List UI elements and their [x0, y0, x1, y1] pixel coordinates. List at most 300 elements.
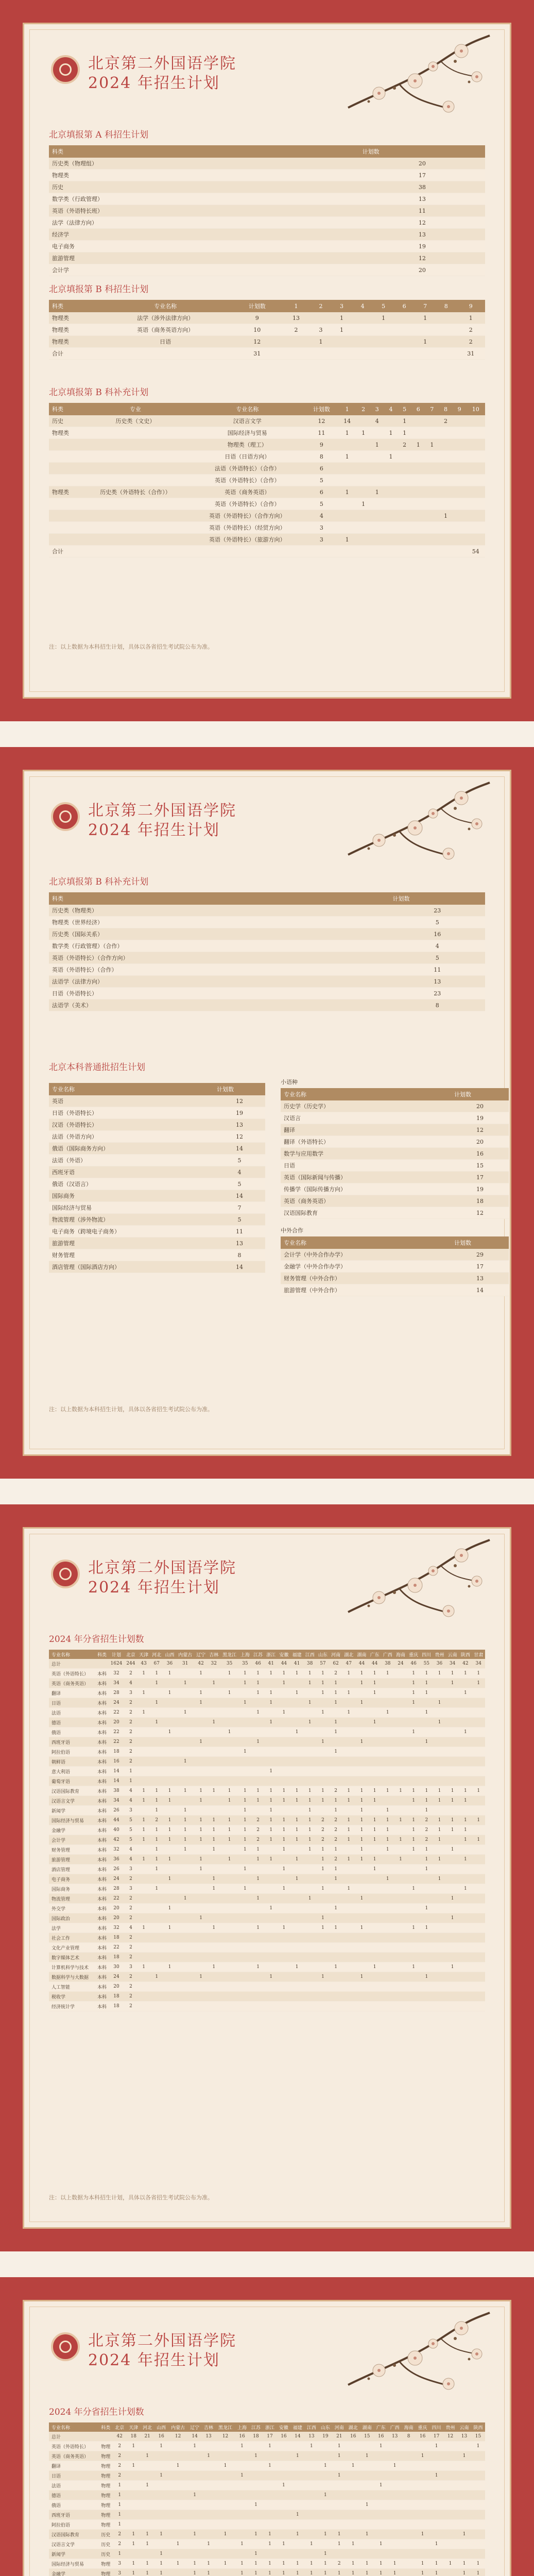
- table-cell: [439, 534, 453, 546]
- table-cell: [433, 1727, 446, 1737]
- table-cell: [163, 1845, 176, 1855]
- table-cell: [368, 1747, 381, 1757]
- table-cell: 英语（商务英语）: [190, 486, 305, 498]
- table-cell: [263, 2549, 277, 2559]
- table-cell: 1: [235, 2539, 249, 2549]
- table-cell: 1: [290, 1874, 303, 1884]
- table-cell: [472, 1767, 485, 1776]
- table-cell: [238, 1718, 251, 1727]
- table-cell: 1: [394, 1786, 407, 1796]
- table-cell: 1: [163, 1962, 176, 1972]
- table-cell: 1: [113, 2510, 127, 2520]
- table-row: [49, 241, 485, 252]
- table-cell: [352, 336, 373, 348]
- table-cell: [332, 2461, 346, 2471]
- table-cell: [278, 1933, 290, 1943]
- table-cell: [127, 2549, 141, 2559]
- table-cell: [433, 1767, 446, 1776]
- table-cell: [420, 1874, 433, 1884]
- table-cell: 1: [342, 1688, 355, 1698]
- table-cell: [208, 1776, 220, 1786]
- table-cell: 24: [109, 1972, 125, 1982]
- table-cell: 1: [251, 1796, 264, 1806]
- table-cell: 5: [390, 917, 485, 928]
- table-cell: [176, 1855, 194, 1865]
- table-cell: 13: [388, 2432, 402, 2442]
- table-cell: [443, 2490, 457, 2500]
- table-cell: [446, 1747, 459, 1757]
- table-cell: 1: [446, 1796, 459, 1806]
- table-cell: [303, 1767, 316, 1776]
- table-cell: 经济学: [49, 229, 359, 241]
- table-cell: 日语（外语特长）: [49, 1107, 214, 1119]
- table-cell: [407, 1982, 420, 1992]
- table-cell: [265, 1962, 278, 1972]
- table-cell: [290, 2500, 304, 2510]
- plan-table-left: [49, 1083, 265, 1273]
- table-cell: 本科: [95, 1708, 108, 1718]
- table-cell: [420, 1757, 433, 1767]
- table-cell: [459, 1698, 472, 1708]
- column-header: 内蒙古: [176, 1650, 194, 1659]
- table-cell: 18: [451, 1195, 509, 1207]
- table-row: [49, 2569, 485, 2576]
- table-cell: [355, 1953, 368, 1962]
- table-cell: 1: [429, 2471, 443, 2481]
- column-header: 内蒙古: [168, 2422, 188, 2432]
- table-cell: 1: [137, 1708, 150, 1718]
- table-cell: [439, 486, 453, 498]
- table-cell: [216, 2569, 235, 2576]
- table-cell: 4: [124, 1796, 137, 1806]
- page-title: 北京第二外国语学院 2024 年招生计划: [88, 55, 236, 92]
- table-cell: [290, 1933, 303, 1943]
- table-cell: 本科: [95, 1688, 108, 1698]
- subsection-title: 小语种: [281, 1079, 298, 1086]
- table-cell: [459, 1874, 472, 1884]
- table-cell: [220, 1737, 238, 1747]
- table-cell: [208, 1767, 220, 1776]
- column-header: 天津: [137, 1650, 150, 1659]
- table-cell: [265, 1884, 278, 1894]
- table-cell: 1: [208, 1679, 220, 1688]
- table-cell: 本科: [95, 1923, 108, 1933]
- table-cell: [330, 1913, 342, 1923]
- table-cell: [195, 1884, 208, 1894]
- table-cell: 金融学（中外合作办学）: [281, 1261, 451, 1273]
- table-cell: [373, 348, 394, 360]
- table-cell: [425, 522, 439, 534]
- table-cell: 1: [238, 1806, 251, 1816]
- table-cell: 15: [471, 2432, 485, 2442]
- table-cell: 1: [420, 1737, 433, 1747]
- table-cell: 2: [330, 1855, 342, 1865]
- table-cell: [466, 439, 485, 451]
- table-row: [49, 510, 485, 522]
- table-cell: [168, 2442, 188, 2451]
- table-cell: [471, 2451, 485, 2461]
- table-cell: 14: [109, 1767, 125, 1776]
- table-cell: [370, 534, 384, 546]
- table-cell: 物理: [99, 2442, 113, 2451]
- table-cell: [316, 1718, 329, 1727]
- table-row: [49, 1962, 485, 1972]
- table-cell: 20: [359, 158, 485, 170]
- table-cell: [381, 1698, 394, 1708]
- table-cell: 1: [355, 1669, 368, 1679]
- table-cell: [446, 1855, 459, 1865]
- table-cell: [330, 1776, 342, 1786]
- table-cell: [163, 1933, 176, 1943]
- table-cell: 17: [451, 1172, 509, 1183]
- table-cell: 1: [381, 1845, 394, 1855]
- table-cell: [472, 2002, 485, 2011]
- table-cell: 1: [290, 2510, 304, 2520]
- table-cell: [420, 1698, 433, 1708]
- column-header: 3: [331, 300, 352, 312]
- table-cell: [446, 1992, 459, 2002]
- table-cell: [416, 2500, 429, 2510]
- table-cell: 1: [290, 1688, 303, 1698]
- table-cell: [415, 348, 436, 360]
- table-cell: 34: [472, 1659, 485, 1669]
- table-cell: 1: [374, 2539, 388, 2549]
- table-cell: [163, 1698, 176, 1708]
- table-row: [49, 1107, 265, 1119]
- plan-table-right-b: [281, 1236, 509, 1296]
- table-cell: [407, 1874, 420, 1884]
- table-cell: [235, 2549, 249, 2559]
- table-cell: 2: [113, 2442, 127, 2451]
- table-cell: 1: [370, 439, 384, 451]
- table-cell: [407, 1776, 420, 1786]
- table-cell: [425, 510, 439, 522]
- table-cell: 2: [124, 1708, 137, 1718]
- table-cell: [436, 336, 457, 348]
- table-cell: 财务管理: [49, 1845, 95, 1855]
- table-cell: 1: [316, 1786, 329, 1796]
- plum-branch-icon: [338, 2308, 492, 2395]
- table-cell: [407, 1894, 420, 1904]
- table-cell: [472, 1913, 485, 1923]
- table-cell: 1: [368, 1796, 381, 1806]
- table-cell: [304, 2510, 318, 2520]
- table-cell: [368, 1943, 381, 1953]
- table-cell: 1: [420, 1786, 433, 1796]
- table-cell: 电子商务（跨境电子商务）: [49, 1226, 214, 1238]
- table-cell: [446, 1953, 459, 1962]
- table-cell: [471, 2490, 485, 2500]
- table-cell: [265, 1737, 278, 1747]
- table-cell: [278, 1718, 290, 1727]
- column-header: 4: [384, 403, 398, 415]
- table-cell: 英语（商务英语）: [49, 2451, 99, 2461]
- table-cell: 1: [420, 1688, 433, 1698]
- table-cell: 电子商务: [49, 1874, 95, 1884]
- table-cell: 英语（外语特长）: [49, 2442, 99, 2451]
- table-cell: [263, 2510, 277, 2520]
- table-cell: [208, 1796, 220, 1806]
- table-cell: 本科: [95, 1982, 108, 1992]
- table-cell: [330, 1737, 342, 1747]
- table-cell: [304, 2520, 318, 2530]
- table-cell: 社会工作: [49, 1933, 95, 1943]
- table-cell: [459, 1806, 472, 1816]
- table-cell: 1: [263, 2530, 277, 2539]
- table-row: [281, 1172, 509, 1183]
- table-cell: 1: [277, 2569, 290, 2576]
- table-cell: 财务管理（中外合作）: [281, 1273, 451, 1284]
- table-cell: 1: [420, 1972, 433, 1982]
- table-cell: 23: [390, 905, 485, 917]
- table-cell: [472, 1845, 485, 1855]
- table-cell: 1: [407, 1727, 420, 1737]
- table-row: [49, 1845, 485, 1855]
- column-header: 上海: [238, 1650, 251, 1659]
- table-cell: 42: [459, 1659, 472, 1669]
- table-cell: [202, 2510, 216, 2520]
- table-cell: [420, 1992, 433, 2002]
- table-cell: 1: [154, 2530, 168, 2539]
- table-cell: [394, 1913, 407, 1923]
- table-cell: 1: [459, 1816, 472, 1825]
- table-cell: 1: [316, 1679, 329, 1688]
- table-cell: [303, 1737, 316, 1747]
- table-cell: [407, 1913, 420, 1923]
- table-cell: [304, 2461, 318, 2471]
- column-header: 山东: [318, 2422, 332, 2432]
- table-cell: 1: [360, 2559, 374, 2569]
- table-cell: [208, 1904, 220, 1913]
- table-cell: [238, 1943, 251, 1953]
- table-cell: 1: [263, 2569, 277, 2576]
- table-cell: [154, 2451, 168, 2461]
- table-cell: 2: [124, 1933, 137, 1943]
- table-cell: 4: [124, 1855, 137, 1865]
- section-title: 北京填报第 B 科补充计划: [49, 877, 149, 887]
- table-cell: [220, 1747, 238, 1757]
- table-cell: [407, 2002, 420, 2011]
- table-cell: 8: [305, 451, 338, 463]
- table-cell: [411, 427, 425, 439]
- table-cell: 1: [446, 1786, 459, 1796]
- table-cell: [330, 1972, 342, 1982]
- table-cell: [188, 2520, 202, 2530]
- table-cell: [388, 2520, 402, 2530]
- table-cell: [318, 2451, 332, 2461]
- table-cell: 1: [290, 2530, 304, 2539]
- table-cell: 物理: [99, 2569, 113, 2576]
- table-cell: [443, 2569, 457, 2576]
- table-cell: [127, 2510, 141, 2520]
- table-cell: [368, 1874, 381, 1884]
- table-cell: 2: [316, 1816, 329, 1825]
- table-cell: 1: [188, 2490, 202, 2500]
- table-row: [49, 451, 485, 463]
- table-cell: 5: [305, 474, 338, 486]
- table-cell: [443, 2549, 457, 2559]
- table-cell: 1: [290, 2569, 304, 2576]
- table-cell: 英语: [49, 1095, 214, 1107]
- table-cell: 1: [316, 1923, 329, 1933]
- column-header: 计划数: [359, 145, 485, 158]
- table-cell: [472, 1874, 485, 1884]
- table-cell: [446, 1776, 459, 1786]
- table-cell: 历史类（物理组）: [49, 158, 359, 170]
- column-header: 1: [338, 403, 356, 415]
- table-cell: 2: [124, 1718, 137, 1727]
- table-cell: [381, 1688, 394, 1698]
- table-cell: 4: [305, 510, 338, 522]
- table-cell: [238, 1913, 251, 1923]
- column-header: 辽宁: [188, 2422, 202, 2432]
- table-cell: 11: [359, 205, 485, 217]
- table-cell: 1: [459, 1884, 472, 1894]
- table-cell: 1: [220, 1727, 238, 1737]
- table-cell: [459, 1894, 472, 1904]
- table-cell: 1: [355, 1923, 368, 1933]
- table-cell: [368, 2002, 381, 2011]
- table-cell: 1: [360, 2500, 374, 2510]
- table-cell: [290, 2539, 304, 2549]
- table-cell: 62: [330, 1659, 342, 1669]
- table-cell: 1: [249, 2569, 263, 2576]
- table-cell: [472, 1894, 485, 1904]
- table-cell: [176, 1698, 194, 1708]
- table-cell: [303, 1962, 316, 1972]
- table-cell: 1: [163, 1796, 176, 1806]
- table-cell: 1: [188, 2569, 202, 2576]
- table-cell: 1: [113, 2490, 127, 2500]
- table-cell: [154, 2481, 168, 2490]
- table-cell: [168, 2481, 188, 2490]
- table-cell: [141, 2490, 154, 2500]
- table-cell: 1: [429, 2442, 443, 2451]
- table-cell: [384, 463, 398, 474]
- table-row: [49, 1982, 485, 1992]
- table-cell: [265, 1894, 278, 1904]
- column-header: 4: [352, 300, 373, 312]
- table-cell: 1: [398, 415, 411, 427]
- table-cell: 1: [251, 1737, 264, 1747]
- table-cell: [282, 348, 310, 360]
- table-cell: [95, 1659, 108, 1669]
- table-cell: [374, 2490, 388, 2500]
- table-cell: 1: [355, 1737, 368, 1747]
- table-cell: [216, 2500, 235, 2510]
- table-cell: 16: [235, 2432, 249, 2442]
- table-cell: [466, 474, 485, 486]
- table-cell: 1: [472, 1786, 485, 1796]
- table-cell: [355, 1874, 368, 1884]
- table-cell: 16: [346, 2432, 360, 2442]
- column-header: 计划数: [214, 1083, 265, 1095]
- table-cell: 2: [330, 1816, 342, 1825]
- table-cell: 54: [466, 546, 485, 557]
- table-cell: [433, 1884, 446, 1894]
- table-cell: [277, 2490, 290, 2500]
- table-cell: [342, 1845, 355, 1855]
- table-cell: 物流管理: [49, 1894, 95, 1904]
- table-cell: 法学（法律方向）: [49, 217, 359, 229]
- column-header: 江西: [303, 1650, 316, 1659]
- table-cell: 1: [238, 1845, 251, 1855]
- section-table-3: [49, 385, 485, 557]
- table-cell: [290, 2461, 304, 2471]
- table-cell: 金融学: [49, 2569, 99, 2576]
- table-cell: 26: [109, 1865, 125, 1874]
- table-cell: [355, 1747, 368, 1757]
- table-cell: 1: [459, 1786, 472, 1796]
- table-cell: [368, 1913, 381, 1923]
- table-cell: 1: [332, 2471, 346, 2481]
- table-cell: 1: [238, 1747, 251, 1757]
- table-cell: [381, 1913, 394, 1923]
- table-cell: 本科: [95, 1884, 108, 1894]
- column-header: 四川: [429, 2422, 443, 2432]
- column-header: 浙江: [263, 2422, 277, 2432]
- table-cell: [195, 2002, 208, 2011]
- column-header: 河南: [332, 2422, 346, 2432]
- column-header: 福建: [290, 1650, 303, 1659]
- table-cell: [356, 463, 370, 474]
- table-cell: 数据科学与大数据: [49, 1972, 95, 1982]
- table-cell: [368, 1884, 381, 1894]
- table-cell: 2: [124, 1972, 137, 1982]
- table-cell: 历史: [49, 415, 81, 427]
- table-cell: [290, 1698, 303, 1708]
- table-cell: 1: [433, 1855, 446, 1865]
- table-cell: 1: [407, 1688, 420, 1698]
- table-row: [281, 1195, 509, 1207]
- table-cell: [251, 1865, 264, 1874]
- table-cell: 2: [113, 2530, 127, 2539]
- table-row: [49, 1835, 485, 1845]
- table-cell: 1: [163, 1825, 176, 1835]
- table-cell: 历史学（历史学）: [281, 1100, 451, 1112]
- table-cell: [251, 1992, 264, 2002]
- table-cell: [220, 1679, 238, 1688]
- table-cell: [370, 474, 384, 486]
- table-cell: [370, 463, 384, 474]
- table-row: [49, 1226, 265, 1238]
- table-cell: 英语（商务英语）: [49, 1679, 95, 1688]
- table-cell: [141, 2461, 154, 2471]
- section-table-2: [49, 282, 485, 360]
- table-cell: 1: [113, 2500, 127, 2510]
- table-cell: 11: [214, 1226, 265, 1238]
- table-cell: [388, 2500, 402, 2510]
- column-header: 1: [282, 300, 310, 312]
- table-cell: 本科: [95, 1776, 108, 1786]
- table-cell: [220, 1845, 238, 1855]
- table-cell: [398, 534, 411, 546]
- table-cell: [263, 2490, 277, 2500]
- table-cell: 1: [150, 1835, 163, 1845]
- page-frame: [23, 2300, 511, 2576]
- table-cell: [290, 1904, 303, 1913]
- table-cell: [360, 2461, 374, 2471]
- table-cell: [394, 1894, 407, 1904]
- table-row: [49, 1992, 485, 2002]
- table-cell: 1: [208, 1962, 220, 1972]
- table-cell: [466, 522, 485, 534]
- table-cell: [316, 1727, 329, 1737]
- table-cell: [188, 2481, 202, 2490]
- table-cell: [81, 546, 190, 557]
- table-cell: 5: [390, 952, 485, 964]
- table-cell: 1: [163, 1874, 176, 1884]
